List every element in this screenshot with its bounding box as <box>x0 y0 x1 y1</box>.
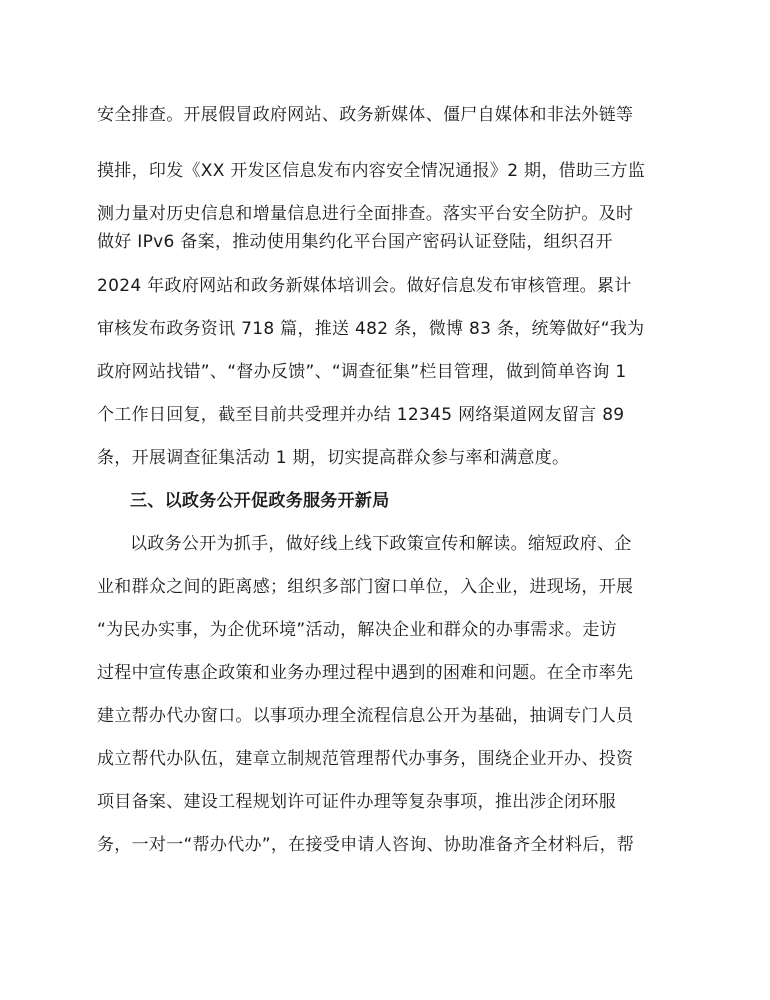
paragraph-line: 以政务公开为抓手，做好线上线下政策宣传和解读。缩短政府、企 <box>130 534 632 554</box>
paragraph-line: 项目备案、建设工程规划许可证件办理等复杂事项，推出涉企闭环服 <box>97 792 616 812</box>
paragraph-line: 个工作日回复，截至目前共受理并办结 12345 网络渠道网友留言 89 <box>97 405 625 425</box>
section-heading: 三、以政务公开促政务服务开新局 <box>130 491 390 511</box>
paragraph-line: 2024 年政府网站和政务新媒体培训会。做好信息发布审核管理。累计 <box>97 276 632 296</box>
paragraph-line: 做好 IPv6 备案，推动使用集约化平台国产密码认证登陆，组织召开 <box>97 232 613 252</box>
paragraph-line: 摸排，印发《XX 开发区信息发布内容安全情况通报》2 期，借助三方监 <box>97 161 646 181</box>
paragraph-line: 审核发布政务资讯 718 篇，推送 482 条，微博 83 条，统筹做好“我为 <box>97 319 645 339</box>
paragraph-line: 成立帮代办队伍，建章立制规范管理帮代办事务，围绕企业开办、投资 <box>97 749 634 769</box>
paragraph-line: 务，一对一“帮办代办”，在接受申请人咨询、协助准备齐全材料后，帮 <box>97 835 635 855</box>
paragraph-line: “为民办实事，为企优环境”活动，解决企业和群众的办事需求。走访 <box>97 620 617 640</box>
paragraph-line: 测力量对历史信息和增量信息进行全面排查。落实平台安全防护。及时 <box>97 204 634 224</box>
paragraph-line: 过程中宣传惠企政策和业务办理过程中遇到的困难和问题。在全市率先 <box>97 663 634 683</box>
paragraph-line: 业和群众之间的距离感；组织多部门窗口单位，入企业，进现场，开展 <box>97 577 634 597</box>
paragraph-line: 条，开展调查征集活动 1 期，切实提高群众参与率和满意度。 <box>97 448 570 468</box>
paragraph-line: 建立帮办代办窗口。以事项办理全流程信息公开为基础，抽调专门人员 <box>97 706 634 726</box>
paragraph-line: 安全排查。开展假冒政府网站、政务新媒体、僵尸自媒体和非法外链等 <box>97 105 634 125</box>
paragraph-line: 政府网站找错”、“督办反馈”、“调查征集”栏目管理，做到简单咨询 1 <box>97 362 627 382</box>
